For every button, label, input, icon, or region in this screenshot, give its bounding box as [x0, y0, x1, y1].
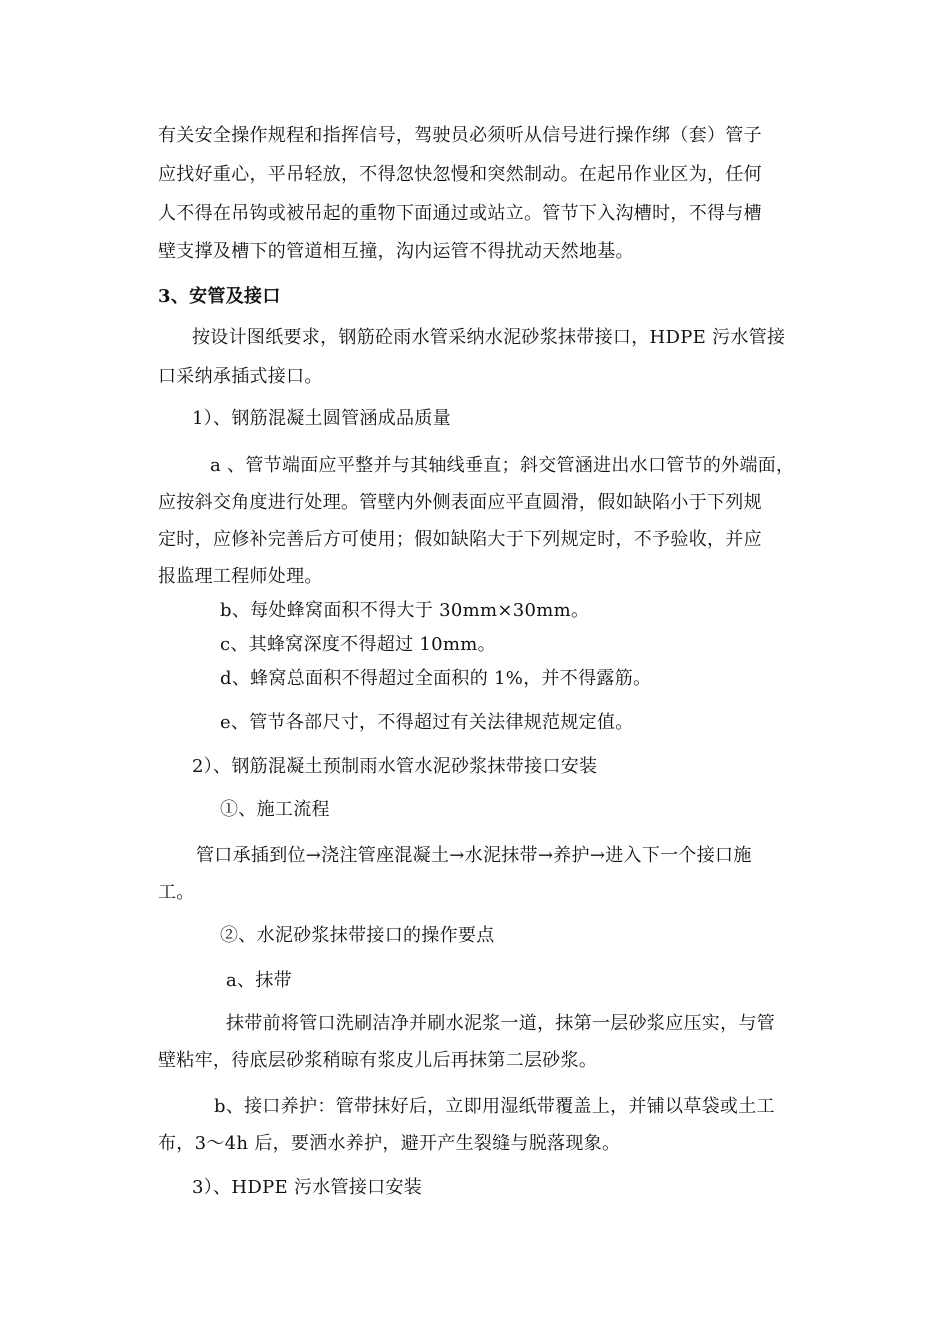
section-heading: 3、安管及接口: [158, 286, 281, 307]
intro-line-2: 应找好重心，平吊轻放，不得忽快忽慢和突然制动。在起吊作业区为，任何: [158, 164, 762, 185]
point-b-line-2: 布，3～4h 后，要洒水养护，避开产生裂缝与脱落现象。: [158, 1133, 621, 1154]
sub1-heading: 1）、钢筋混凝土圆管涵成品质量: [192, 408, 451, 429]
intro-line-1: 有关安全操作规程和指挥信号，驾驶员必须听从信号进行操作绑（套）管子: [158, 125, 762, 146]
point-a-line-2: 壁粘牢，待底层砂浆稍晾有浆皮儿后再抹第二层砂浆。: [158, 1050, 598, 1071]
flow-line-2: 工。: [158, 882, 195, 903]
intro-line-4: 壁支撑及槽下的管道相互撞，沟内运管不得扰动天然地基。: [158, 241, 634, 262]
item-a-line-1: a 、管节端面应平整并与其轴线垂直；斜交管涵进出水口管节的外端面，: [210, 455, 795, 476]
point-a-heading: a、抹带: [226, 970, 292, 991]
item-c: c、其蜂窝深度不得超过 10mm。: [220, 634, 496, 655]
item-e: e、管节各部尺寸，不得超过有关法律规范规定值。: [220, 712, 634, 733]
item-a-line-2: 应按斜交角度进行处理。管壁内外侧表面应平直圆滑，假如缺陷小于下列规: [158, 492, 762, 513]
points-heading: ②、水泥砂浆抹带接口的操作要点: [220, 925, 495, 946]
item-a-line-4: 报监理工程师处理。: [158, 566, 323, 587]
intro-line-3: 人不得在吊钩或被吊起的重物下面通过或站立。管节下入沟槽时，不得与槽: [158, 203, 762, 224]
flow-line-1: 管口承插到位→浇注管座混凝土→水泥抹带→养护→进入下一个接口施: [196, 845, 752, 866]
sub3-heading: 3）、HDPE 污水管接口安装: [192, 1177, 423, 1198]
design-line-2: 口采纳承插式接口。: [158, 366, 323, 387]
point-a-line-1: 抹带前将管口洗刷洁净并刷水泥浆一道，抹第一层砂浆应压实，与管: [226, 1013, 775, 1034]
design-line-1: 按设计图纸要求，钢筋砼雨水管采纳水泥砂浆抹带接口，HDPE 污水管接: [192, 327, 786, 348]
flow-heading: ①、施工流程: [220, 799, 330, 820]
item-a-line-3: 定时，应修补完善后方可使用；假如缺陷大于下列规定时，不予验收，并应: [158, 529, 762, 550]
item-d: d、蜂窝总面积不得超过全面积的 1%，并不得露筋。: [220, 668, 652, 689]
point-b-line-1: b、接口养护：管带抹好后，立即用湿纸带覆盖上，并铺以草袋或土工: [214, 1096, 775, 1117]
sub2-heading: 2）、钢筋混凝土预制雨水管水泥砂浆抹带接口安装: [192, 756, 598, 777]
item-b: b、每处蜂窝面积不得大于 30mm×30mm。: [220, 600, 590, 621]
